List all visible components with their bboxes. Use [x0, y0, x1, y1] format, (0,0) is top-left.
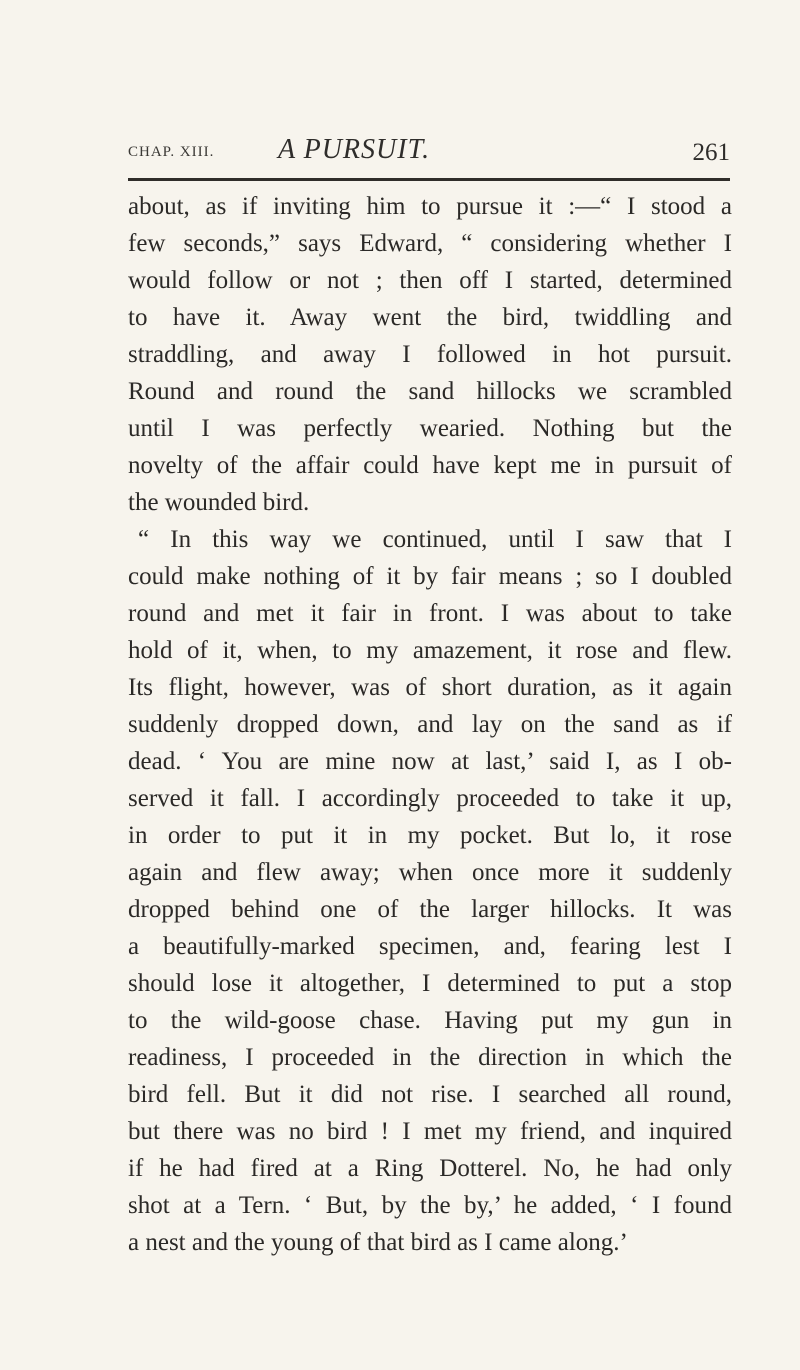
text-line: dropped behind one of the larger hillocks. It was	[128, 896, 732, 923]
text-line: served it fall. I accordingly proceeded to take it up,	[128, 785, 732, 812]
text-line: few seconds,” says Edward, “ considering whether I	[128, 230, 732, 257]
chapter-label: CHAP. XIII.	[128, 144, 215, 160]
text-line: straddling, and away I followed in hot pursuit.	[128, 341, 732, 368]
text-line: novelty of the affair could have kept me in pursuit of	[128, 452, 732, 479]
text-line: Its flight, however, was of short duration, as it again	[128, 674, 732, 701]
text-line: about, as if inviting him to pursue it :—“ I stood a	[128, 193, 732, 220]
text-line: but there was no bird ! I met my friend, and inquired	[128, 1118, 732, 1145]
text-line: to have it. Away went the bird, twiddling and	[128, 304, 732, 331]
text-line: should lose it altogether, I determined to put a stop	[128, 970, 732, 997]
text-line: readiness, I proceeded in the direction in which the	[128, 1044, 732, 1071]
text-line: round and met it fair in front. I was about to take	[128, 600, 732, 627]
text-line: “ In this way we continued, until I saw that I	[138, 526, 732, 553]
text-line: if he had fired at a Ring Dotterel. No, he had only	[128, 1155, 732, 1182]
text-line: until I was perfectly wearied. Nothing but the	[128, 415, 732, 442]
text-line: the wounded bird.	[128, 489, 310, 516]
text-line: again and flew away; when once more it suddenly	[128, 859, 732, 886]
running-title: A PURSUIT.	[278, 134, 431, 165]
body-text	[128, 188, 732, 1261]
text-line: in order to put it in my pocket. But lo, it rose	[128, 822, 732, 849]
text-line: a nest and the young of that bird as I came along.’	[128, 1229, 628, 1256]
text-line: dead. ‘ You are mine now at last,’ said I, as I ob-	[128, 748, 732, 775]
text-line: Round and round the sand hillocks we scrambled	[128, 378, 732, 405]
header-rule	[128, 178, 730, 181]
text-line: a beautifully-marked specimen, and, fearing lest I	[128, 933, 732, 960]
text-line: bird fell. But it did not rise. I searched all round,	[128, 1081, 732, 1108]
running-header	[128, 134, 730, 178]
page-number: 261	[692, 139, 730, 166]
text-line: suddenly dropped down, and lay on the sand as if	[128, 711, 732, 738]
text-line: would follow or not ; then off I started, determined	[128, 267, 732, 294]
text-line: could make nothing of it by fair means ; so I doubled	[128, 563, 732, 590]
text-line: to the wild-goose chase. Having put my gun in	[128, 1007, 732, 1034]
text-line: hold of it, when, to my amazement, it rose and flew.	[128, 637, 732, 664]
text-line: shot at a Tern. ‘ But, by the by,’ he added, ‘ I found	[128, 1192, 732, 1219]
